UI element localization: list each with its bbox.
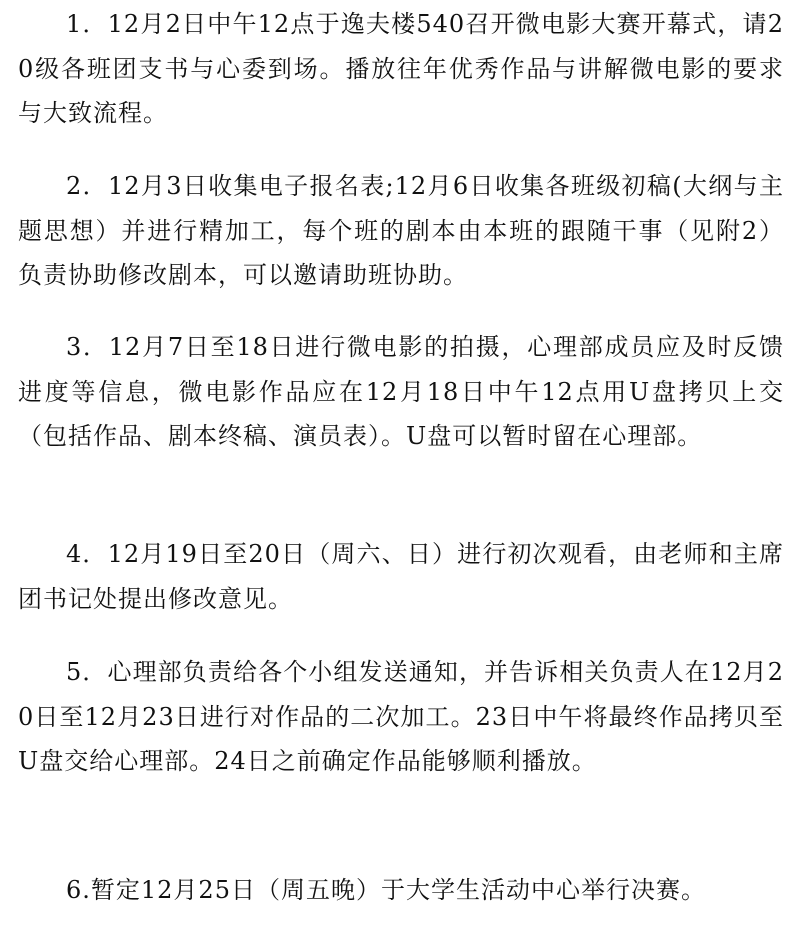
paragraph-1: 1．12月2日中午12点于逸夫楼540召开微电影大赛开幕式，请20级各班团支书与心委到场。播放往年优秀作品与讲解微电影的要求与大致流程。 xyxy=(18,10,784,127)
paragraph-5: 5．心理部负责给各个小组发送通知，并告诉相关负责人在12月20日至12月23日进行对作品的二次加工。23日中午将最终作品拷贝至U盘交给心理部。24日之前确定作品能够顺利播放。 xyxy=(18,658,784,775)
paragraph-4: 4．12月19日至20日（周六、日）进行初次观看，由老师和主席团书记处提出修改意见。 xyxy=(18,540,784,613)
paragraph-6: 6.暂定12月25日（周五晚）于大学生活动中心举行决赛。 xyxy=(66,876,706,904)
paragraph-2: 2．12月3日收集电子报名表;12月6日收集各班级初稿(大纲与主题思想）并进行精加工，每个班的剧本由本班的跟随干事（见附2）负责协助修改剧本，可以邀请助班协助。 xyxy=(18,172,784,289)
paragraph-3: 3．12月7日至18日进行微电影的拍摄，心理部成员应及时反馈进度等信息，微电影作品应在12月18日中午12点用U盘拷贝上交（包括作品、剧本终稿、演员表）。U盘可以暂时留在心理部。 xyxy=(18,333,784,450)
